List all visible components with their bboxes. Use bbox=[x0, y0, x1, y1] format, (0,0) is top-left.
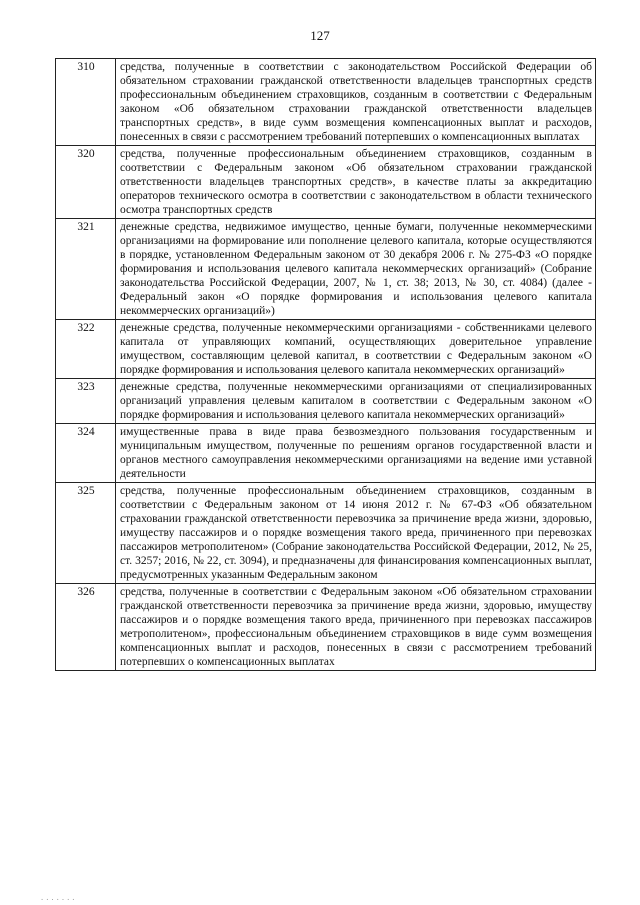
table-row bbox=[56, 424, 596, 483]
row-code: 320 bbox=[56, 146, 116, 219]
row-code: 326 bbox=[56, 584, 116, 671]
row-code: 322 bbox=[56, 320, 116, 379]
row-description: имущественные права в виде права безвозмездного пользования государственным и муниципальным имуществом, полученные по решениям органов государственной власти и органов местного самоуправления некоммерческими организациями на ведение ими уставной деятельности bbox=[116, 424, 596, 483]
page-number: 127 bbox=[310, 28, 330, 43]
table-row bbox=[56, 320, 596, 379]
row-code: 323 bbox=[56, 379, 116, 424]
table-row bbox=[56, 219, 596, 320]
row-description: средства, полученные профессиональным объединением страховщиков, созданным в соответствии с Федеральным законом «Об обязательном страховании гражданской ответственности владельцев транспортных средств», в качестве платы за аккредитацию операторов технического осмотра в соответствии с законодательством в области технического осмотра транспортных средств bbox=[116, 146, 596, 219]
row-description: денежные средства, недвижимое имущество, ценные бумаги, полученные некоммерческими организациями на формирование или пополнение целевого капитала, которые осуществляются в порядке, установленном Федеральным законом от 30 декабря 2006 г. № 275-ФЗ «О порядке формирования и использования целевого капитала некоммерческих организаций» (Собрание законодательства Российской Федерации, 2007, № 1, ст. 38; 2013, № 30, ст. 4084) (далее - Федеральный закон «О порядке формирования и использования целевого капитала некоммерческих организаций») bbox=[116, 219, 596, 320]
row-description: средства, полученные в соответствии с Федеральным законом «Об обязательном страховании гражданской ответственности перевозчика за причинение вреда жизни, здоровью, имуществу пассажиров и о порядке возмещения такого вреда, причиненного при перевозках пассажиров метрополитеном», профессиональным объединением страховщиков в виде сумм возмещения компенсационных выплат и расходов, понесенных в связи с рассмотрением требований потерпевших о компенсационных выплатах bbox=[116, 584, 596, 671]
table-row bbox=[56, 146, 596, 219]
row-description: средства, полученные профессиональным объединением страховщиков, созданным в соответствии с Федеральным законом от 14 июня 2012 г. № 67-ФЗ «Об обязательном страховании гражданской ответственности перевозчика за причинение вреда жизни, здоровью, имуществу пассажиров и о порядке возмещения такого вреда, причиненного при перевозках пассажиров метрополитеном» (Собрание законодательства Российской Федерации, 2012, № 25, ст. 3257; 2016, № 22, ст. 3094), и предназначены для финансирования компенсационных выплат, предусмотренных указанным Федеральным законом bbox=[116, 483, 596, 584]
row-description: денежные средства, полученные некоммерческими организациями от специализированных организаций управления целевым капиталом в соответствии с Федеральным законом «О порядке формирования и использования целевого капитала некоммерческих организаций» bbox=[116, 379, 596, 424]
row-code: 325 bbox=[56, 483, 116, 584]
table-row bbox=[56, 59, 596, 146]
table-row bbox=[56, 379, 596, 424]
row-code: 310 bbox=[56, 59, 116, 146]
income-codes-table bbox=[55, 58, 596, 671]
table-row bbox=[56, 584, 596, 671]
row-description: денежные средства, полученные некоммерческими организациями - собственниками целевого капитала от управляющих компаний, осуществляющих доверительное управление имуществом, составляющим целевой капитал, в соответствии с Федеральным законом «О порядке формирования и использования целевого капитала некоммерческих организаций» bbox=[116, 320, 596, 379]
table-row bbox=[56, 483, 596, 584]
row-code: 321 bbox=[56, 219, 116, 320]
row-description: средства, полученные в соответствии с законодательством Российской Федерации об обязательном страховании гражданской ответственности владельцев транспортных средств профессиональным объединением страховщиков, созданным в соответствии с Федеральным законом «Об обязательном страховании гражданской ответственности владельцев транспортных средств», в виде сумм возмещения компенсационных выплат и расходов, понесенных в связи с рассмотрением требований потерпевших о компенсационных выплатах bbox=[116, 59, 596, 146]
row-code: 324 bbox=[56, 424, 116, 483]
scan-footer-mark: ....... bbox=[40, 894, 77, 902]
